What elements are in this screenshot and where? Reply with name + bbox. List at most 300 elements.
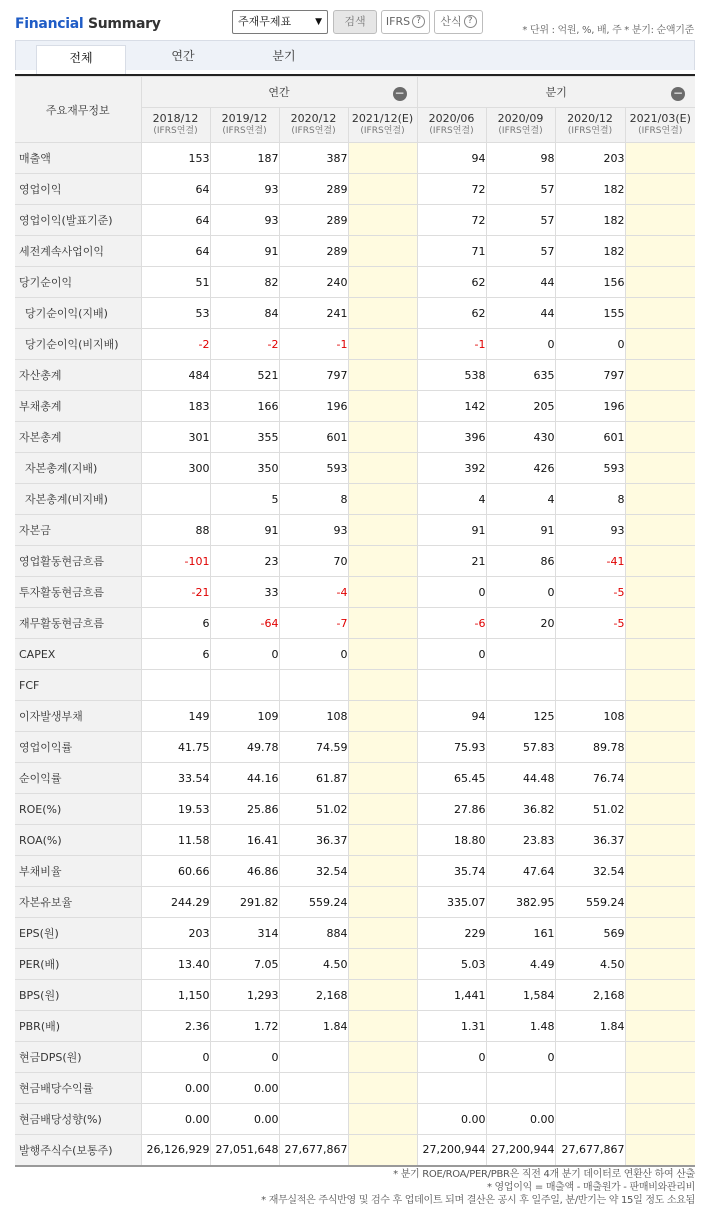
table-cell: 396: [417, 422, 486, 453]
table-cell: 0: [210, 1042, 279, 1073]
table-cell: [625, 422, 695, 453]
table-cell: 93: [279, 515, 348, 546]
table-cell: 57: [486, 205, 555, 236]
table-cell: 32.54: [555, 856, 625, 887]
table-cell: [625, 1073, 695, 1104]
table-row: [15, 918, 695, 949]
table-cell: 300: [141, 453, 210, 484]
table-row: [15, 794, 695, 825]
table-cell: 289: [279, 205, 348, 236]
table-cell: [625, 174, 695, 205]
table-cell: 183: [141, 391, 210, 422]
table-cell: [348, 949, 417, 980]
chevron-down-icon: ▼: [315, 17, 322, 27]
table-cell: 240: [279, 267, 348, 298]
table-cell: 108: [555, 701, 625, 732]
table-cell: -101: [141, 546, 210, 577]
table-cell: -6: [417, 608, 486, 639]
tab-all[interactable]: 전체: [36, 45, 126, 76]
table-cell: 64: [141, 174, 210, 205]
table-cell: [210, 670, 279, 701]
table-cell: 142: [417, 391, 486, 422]
table-cell: [348, 577, 417, 608]
table-cell: [141, 670, 210, 701]
table-row: [15, 670, 695, 701]
row-label: 현금DPS(원): [15, 1042, 141, 1073]
table-cell: 797: [279, 360, 348, 391]
table-row: [15, 236, 695, 267]
table-cell: [625, 391, 695, 422]
table-cell: 0: [486, 1042, 555, 1073]
table-cell: 2.36: [141, 1011, 210, 1042]
table-cell: 0: [417, 639, 486, 670]
table-cell: 36.37: [555, 825, 625, 856]
row-label: 매출액: [15, 143, 141, 174]
table-cell: 430: [486, 422, 555, 453]
table-cell: [625, 484, 695, 515]
row-label: 세전계속사업이익: [15, 236, 141, 267]
table-cell: [625, 205, 695, 236]
row-label: BPS(원): [15, 980, 141, 1011]
table-cell: 0: [141, 1042, 210, 1073]
row-label: 영업이익(발표기준): [15, 205, 141, 236]
table-cell: [348, 515, 417, 546]
row-label: 자본총계(지배): [15, 453, 141, 484]
row-label: 부채비율: [15, 856, 141, 887]
table-cell: 182: [555, 205, 625, 236]
table-row: [15, 1073, 695, 1104]
footnotes: [261, 1168, 695, 1207]
table-cell: [279, 1073, 348, 1104]
period-header: 2020/09 (IFRS연결): [486, 108, 555, 143]
table-row: [15, 701, 695, 732]
table-cell: 1,293: [210, 980, 279, 1011]
table-cell: 2,168: [279, 980, 348, 1011]
table-cell: 291.82: [210, 887, 279, 918]
table-cell: [555, 1104, 625, 1135]
table-cell: [625, 701, 695, 732]
table-cell: [625, 732, 695, 763]
table-row: [15, 143, 695, 174]
table-cell: [348, 298, 417, 329]
table-cell: 41.75: [141, 732, 210, 763]
table-row: [15, 1135, 695, 1166]
row-label: 영업이익: [15, 174, 141, 205]
table-cell: 94: [417, 701, 486, 732]
row-label: 자본유보율: [15, 887, 141, 918]
table-row: [15, 391, 695, 422]
table-cell: [625, 887, 695, 918]
table-cell: 1.84: [555, 1011, 625, 1042]
table-cell: 5.03: [417, 949, 486, 980]
table-cell: [141, 484, 210, 515]
table-cell: 7.05: [210, 949, 279, 980]
table-cell: [279, 1104, 348, 1135]
period-header: 2020/12 (IFRS연결): [279, 108, 348, 143]
table-cell: 72: [417, 174, 486, 205]
table-cell: 86: [486, 546, 555, 577]
page-title: Financial Summary: [15, 16, 161, 32]
table-cell: 0: [417, 1042, 486, 1073]
period-header: 2020/06 (IFRS연결): [417, 108, 486, 143]
page-header: [0, 0, 704, 40]
table-cell: 62: [417, 298, 486, 329]
table-row: [15, 174, 695, 205]
table-cell: 538: [417, 360, 486, 391]
period-header: 2018/12 (IFRS연결): [141, 108, 210, 143]
table-cell: 13.40: [141, 949, 210, 980]
table-row: [15, 453, 695, 484]
table-cell: [348, 639, 417, 670]
table-cell: [625, 670, 695, 701]
table-cell: [348, 825, 417, 856]
table-cell: 27.86: [417, 794, 486, 825]
table-cell: 797: [555, 360, 625, 391]
table-cell: [279, 1042, 348, 1073]
table-cell: -1: [417, 329, 486, 360]
table-cell: 0: [486, 577, 555, 608]
table-cell: 23.83: [486, 825, 555, 856]
table-cell: 153: [141, 143, 210, 174]
table-cell: 635: [486, 360, 555, 391]
table-cell: [348, 701, 417, 732]
table-cell: 18.80: [417, 825, 486, 856]
table-cell: [625, 794, 695, 825]
row-label: 부채총계: [15, 391, 141, 422]
table-cell: 155: [555, 298, 625, 329]
table-cell: [625, 267, 695, 298]
table-row: [15, 825, 695, 856]
row-label: PBR(배): [15, 1011, 141, 1042]
table-cell: [417, 670, 486, 701]
table-row: [15, 329, 695, 360]
table-cell: 61.87: [279, 763, 348, 794]
table-cell: 109: [210, 701, 279, 732]
table-cell: 72: [417, 205, 486, 236]
table-row: [15, 360, 695, 391]
row-label: EPS(원): [15, 918, 141, 949]
table-cell: 8: [555, 484, 625, 515]
table-cell: 82: [210, 267, 279, 298]
table-cell: 166: [210, 391, 279, 422]
table-cell: 149: [141, 701, 210, 732]
table-cell: 44: [486, 267, 555, 298]
row-label: 현금배당성향(%): [15, 1104, 141, 1135]
financial-summary-table: [15, 76, 695, 1167]
table-cell: 559.24: [279, 887, 348, 918]
table-cell: 4: [486, 484, 555, 515]
table-cell: 196: [279, 391, 348, 422]
table-cell: 0: [555, 329, 625, 360]
table-cell: [625, 1135, 695, 1166]
table-cell: [348, 980, 417, 1011]
table-cell: [486, 1073, 555, 1104]
table-cell: 36.82: [486, 794, 555, 825]
table-cell: 51: [141, 267, 210, 298]
table-cell: [625, 763, 695, 794]
table-cell: 57.83: [486, 732, 555, 763]
table-cell: [348, 484, 417, 515]
row-label: FCF: [15, 670, 141, 701]
table-cell: 187: [210, 143, 279, 174]
table-cell: 0: [210, 639, 279, 670]
table-row: [15, 608, 695, 639]
row-label: 현금배당수익률: [15, 1073, 141, 1104]
table-row: [15, 1011, 695, 1042]
row-label: 자산총계: [15, 360, 141, 391]
table-cell: [348, 174, 417, 205]
collapse-icon[interactable]: −: [673, 86, 684, 100]
table-cell: 94: [417, 143, 486, 174]
table-cell: [625, 856, 695, 887]
table-cell: 27,677,867: [555, 1135, 625, 1166]
table-cell: 0.00: [210, 1104, 279, 1135]
table-cell: 156: [555, 267, 625, 298]
table-cell: 601: [555, 422, 625, 453]
table-cell: 125: [486, 701, 555, 732]
table-cell: 46.86: [210, 856, 279, 887]
table-cell: 314: [210, 918, 279, 949]
row-label: 발행주식수(보통주): [15, 1135, 141, 1166]
table-cell: 64: [141, 236, 210, 267]
table-cell: 4.50: [279, 949, 348, 980]
report-type-select[interactable]: 주재무제표 ▼: [232, 10, 328, 34]
table-cell: [348, 670, 417, 701]
table-cell: 0.00: [141, 1104, 210, 1135]
table-cell: -4: [279, 577, 348, 608]
table-cell: [555, 639, 625, 670]
table-cell: [348, 918, 417, 949]
table-cell: -7: [279, 608, 348, 639]
table-cell: 1,150: [141, 980, 210, 1011]
period-header: 2021/03(E) (IFRS연결): [625, 108, 695, 143]
table-cell: 36.37: [279, 825, 348, 856]
table-cell: 382.95: [486, 887, 555, 918]
table-cell: 392: [417, 453, 486, 484]
table-cell: 27,200,944: [417, 1135, 486, 1166]
tab-quarterly[interactable]: 분기: [272, 49, 296, 63]
table-cell: 91: [210, 236, 279, 267]
table-cell: 161: [486, 918, 555, 949]
table-cell: 289: [279, 236, 348, 267]
table-cell: [625, 453, 695, 484]
table-row: [15, 639, 695, 670]
table-cell: 0: [279, 639, 348, 670]
table-cell: 203: [141, 918, 210, 949]
table-cell: 0.00: [141, 1073, 210, 1104]
table-cell: 203: [555, 143, 625, 174]
table-cell: 8: [279, 484, 348, 515]
table-cell: 44.16: [210, 763, 279, 794]
table-cell: [348, 1135, 417, 1166]
table-cell: 25.86: [210, 794, 279, 825]
table-cell: [625, 515, 695, 546]
table-row: [15, 484, 695, 515]
table-cell: 27,200,944: [486, 1135, 555, 1166]
tab-annual[interactable]: 연간: [171, 49, 195, 63]
table-cell: -2: [141, 329, 210, 360]
table-cell: 601: [279, 422, 348, 453]
table-cell: 0.00: [210, 1073, 279, 1104]
footnote: * 재무실적은 주식반영 및 검수 후 업데이트 되며 결산은 공시 후 일주일, 분/반기는 약 15일 정도 소요됨: [261, 1195, 695, 1206]
table-cell: 64: [141, 205, 210, 236]
table-row: [15, 732, 695, 763]
table-cell: [348, 205, 417, 236]
table-cell: 88: [141, 515, 210, 546]
table-cell: -21: [141, 577, 210, 608]
table-cell: 335.07: [417, 887, 486, 918]
table-cell: 91: [486, 515, 555, 546]
table-cell: 301: [141, 422, 210, 453]
table-row: [15, 515, 695, 546]
table-cell: 57: [486, 236, 555, 267]
table-cell: [625, 360, 695, 391]
row-label: 순이익률: [15, 763, 141, 794]
table-cell: 182: [555, 174, 625, 205]
table-cell: [625, 980, 695, 1011]
table-row: [15, 763, 695, 794]
table-cell: [555, 1073, 625, 1104]
table-cell: 108: [279, 701, 348, 732]
table-cell: 35.74: [417, 856, 486, 887]
table-cell: 0: [417, 577, 486, 608]
table-cell: [348, 856, 417, 887]
table-cell: [348, 546, 417, 577]
table-row: [15, 267, 695, 298]
table-cell: 289: [279, 174, 348, 205]
table-cell: [625, 825, 695, 856]
table-cell: [625, 639, 695, 670]
row-label: 재무활동현금흐름: [15, 608, 141, 639]
table-cell: 355: [210, 422, 279, 453]
search-button[interactable]: 검색: [333, 10, 377, 34]
table-cell: 62: [417, 267, 486, 298]
table-cell: -5: [555, 608, 625, 639]
table-cell: 484: [141, 360, 210, 391]
table-cell: 1.72: [210, 1011, 279, 1042]
table-row: [15, 949, 695, 980]
table-cell: [348, 236, 417, 267]
table-cell: 23: [210, 546, 279, 577]
table-cell: 387: [279, 143, 348, 174]
row-label: ROE(%): [15, 794, 141, 825]
table-cell: [348, 391, 417, 422]
table-cell: 4: [417, 484, 486, 515]
table-cell: 0.00: [417, 1104, 486, 1135]
table-cell: 1.48: [486, 1011, 555, 1042]
table-cell: [625, 236, 695, 267]
table-cell: [348, 732, 417, 763]
table-row: [15, 1104, 695, 1135]
table-cell: 74.59: [279, 732, 348, 763]
table-row: [15, 298, 695, 329]
table-cell: [348, 422, 417, 453]
table-cell: [348, 1011, 417, 1042]
ifrs-help-button[interactable]: IFRS ?: [381, 10, 430, 34]
table-cell: [348, 1104, 417, 1135]
table-cell: [625, 1104, 695, 1135]
table-row: [15, 577, 695, 608]
table-row: [15, 205, 695, 236]
collapse-icon[interactable]: −: [394, 86, 405, 100]
period-tabs: [15, 40, 695, 70]
table-cell: 44: [486, 298, 555, 329]
table-cell: 60.66: [141, 856, 210, 887]
table-cell: [348, 887, 417, 918]
table-cell: 196: [555, 391, 625, 422]
table-cell: 884: [279, 918, 348, 949]
table-cell: 91: [417, 515, 486, 546]
table-cell: [625, 918, 695, 949]
table-cell: 47.64: [486, 856, 555, 887]
table-cell: [486, 639, 555, 670]
row-label: 이자발생부채: [15, 701, 141, 732]
table-cell: 51.02: [555, 794, 625, 825]
period-header: 2020/12 (IFRS연결): [555, 108, 625, 143]
table-cell: 16.41: [210, 825, 279, 856]
table-cell: -1: [279, 329, 348, 360]
table-cell: 98: [486, 143, 555, 174]
table-cell: 44.48: [486, 763, 555, 794]
table-cell: [348, 794, 417, 825]
table-cell: -5: [555, 577, 625, 608]
table-cell: [625, 949, 695, 980]
table-cell: 21: [417, 546, 486, 577]
table-cell: [348, 360, 417, 391]
table-cell: [348, 763, 417, 794]
row-label: 영업활동현금흐름: [15, 546, 141, 577]
row-label: 당기순이익(비지배): [15, 329, 141, 360]
table-cell: 569: [555, 918, 625, 949]
period-header: 2021/12(E) (IFRS연결): [348, 108, 417, 143]
table-cell: 593: [279, 453, 348, 484]
table-cell: 1,441: [417, 980, 486, 1011]
table-cell: 4.49: [486, 949, 555, 980]
table-cell: 89.78: [555, 732, 625, 763]
period-header: 2019/12 (IFRS연결): [210, 108, 279, 143]
table-cell: 229: [417, 918, 486, 949]
table-cell: 205: [486, 391, 555, 422]
table-cell: 1,584: [486, 980, 555, 1011]
table-cell: 6: [141, 639, 210, 670]
question-icon: ?: [464, 15, 477, 28]
annual-group-header: 연간 −: [141, 77, 417, 108]
question-icon: ?: [412, 15, 425, 28]
table-cell: 75.93: [417, 732, 486, 763]
table-cell: 4.50: [555, 949, 625, 980]
table-cell: 65.45: [417, 763, 486, 794]
table-cell: [348, 608, 417, 639]
table-cell: 33.54: [141, 763, 210, 794]
table-cell: 57: [486, 174, 555, 205]
table-cell: [625, 577, 695, 608]
table-cell: -2: [210, 329, 279, 360]
quarter-group-header: 분기 −: [417, 77, 695, 108]
table-cell: 93: [555, 515, 625, 546]
table-cell: 521: [210, 360, 279, 391]
table-cell: 5: [210, 484, 279, 515]
row-label: 자본총계(비지배): [15, 484, 141, 515]
table-cell: 32.54: [279, 856, 348, 887]
table-cell: 1.31: [417, 1011, 486, 1042]
table-cell: 11.58: [141, 825, 210, 856]
table-cell: 71: [417, 236, 486, 267]
formula-help-button[interactable]: 산식 ?: [434, 10, 483, 34]
table-cell: 93: [210, 205, 279, 236]
row-label: 당기순이익: [15, 267, 141, 298]
table-cell: 26,126,929: [141, 1135, 210, 1166]
table-cell: 350: [210, 453, 279, 484]
